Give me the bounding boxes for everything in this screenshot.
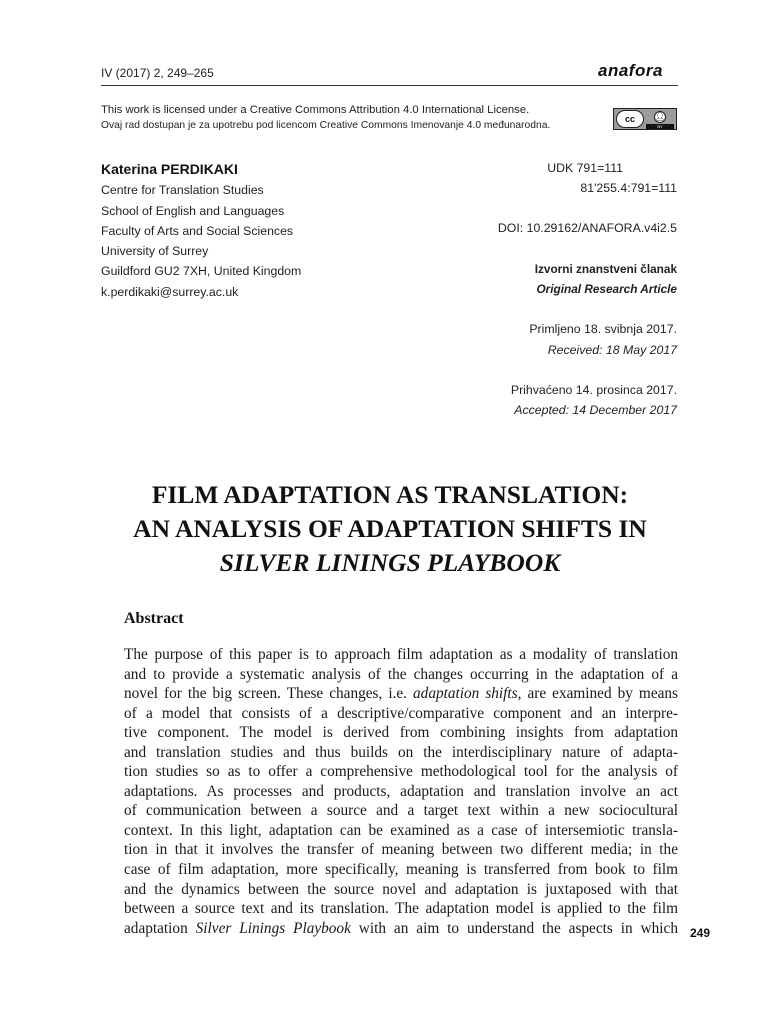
abstract-text: case of film adaptation, more specifically, meaning is transferred from book to film (124, 861, 678, 879)
abstract-text: and translation studies and thus builds on the interdisciplinary nature of adapta- (124, 743, 678, 761)
page-number: 249 (690, 926, 711, 940)
abstract-text: The purpose of this paper is to approach film adaptation as a modality of translation (124, 646, 678, 663)
person-icon: 👤︎ (655, 112, 666, 121)
abstract-text: and the dynamics between the source novel and adaptation is juxtaposed with that (124, 880, 678, 898)
abstract-line (124, 645, 678, 665)
title-line: AN ANALYSIS OF ADAPTATION SHIFTS IN (133, 514, 647, 543)
udk-code-2: 81'255.4:791=111 (580, 181, 677, 195)
abstract-text: novel for the big screen. These changes, i.e. (124, 685, 414, 703)
article-title (80, 478, 700, 580)
abstract-line (124, 762, 678, 782)
abstract-line (124, 860, 678, 880)
abstract-line (124, 704, 678, 724)
abstract-emphasis: adaptation shifts (413, 685, 518, 703)
abstract-heading: Abstract (124, 610, 184, 627)
affiliation-school: School of English and Languages (101, 204, 285, 218)
title-line: FILM ADAPTATION AS TRANSLATION: (151, 480, 629, 509)
abstract-text: adaptation (124, 919, 196, 937)
article-type-croatian: Izvorni znanstveni članak (534, 262, 677, 276)
cc-icon: cc (616, 110, 644, 128)
license-text-croatian: Ovaj rad dostupan je za upotrebu pod licencom Creative Commons Imenovanje 4.0 međunarodna. (101, 120, 551, 131)
abstract-text: tion in that it involves the transfer of meaning between two different media; in the (124, 841, 678, 859)
author-email[interactable]: k.perdikaki@surrey.ac.uk (101, 285, 239, 299)
abstract-text: and to provide a systematic analysis of the changes occurring in the adaptation of a (124, 665, 678, 683)
affiliation-address: Guildford GU2 7XH, United Kingdom (101, 264, 302, 278)
cc-license-badge[interactable] (613, 108, 677, 130)
abstract-text: between a source text and its translation. The adaptation model is applied to the film (124, 900, 678, 918)
abstract-text: with an aim to understand the aspects in which (350, 919, 678, 937)
received-date-croatian: Primljeno 18. svibnja 2017. (529, 322, 677, 336)
article-type-english: Original Research Article (536, 282, 677, 296)
accepted-date-croatian: Prihvaćeno 14. prosinca 2017. (510, 383, 677, 397)
abstract-line (124, 684, 678, 704)
volume-issue-header: IV (2017) 2, 249–265 (101, 66, 214, 80)
accepted-date-english: Accepted: 14 December 2017 (514, 403, 677, 417)
abstract-line (124, 801, 678, 821)
abstract-line (124, 743, 678, 763)
abstract-line (124, 880, 678, 900)
abstract-text: adaptations. As processes and products, adaptation and translation involve an act (124, 782, 678, 800)
header-divider (101, 85, 678, 86)
udk-code-1: UDK 791=111 (547, 161, 623, 175)
abstract-text: tion studies so as to offer a comprehensive methodological tool for the analysis of (124, 763, 678, 781)
abstract-text: of a model that consists of a descriptive/comparative component and an interpre- (124, 704, 678, 722)
affiliation-university: University of Surrey (101, 244, 209, 258)
author-name: Katerina PERDIKAKI (101, 161, 238, 177)
abstract-line (124, 821, 678, 841)
abstract-line (124, 665, 678, 685)
abstract-text: of communication between a source and a target text within a new sociocultural (124, 802, 678, 820)
abstract-text: context. In this light, adaptation can be examined as a case of intersemiotic transla- (124, 821, 678, 839)
abstract-line (124, 919, 678, 939)
abstract-text: , are examined by means (517, 685, 678, 703)
license-text-english: This work is licensed under a Creative Commons Attribution 4.0 International License. (101, 104, 530, 116)
abstract-text: tive component. The model is derived from combining insights from adaptation (124, 724, 678, 742)
abstract-body (124, 645, 678, 938)
affiliation-centre: Centre for Translation Studies (101, 183, 264, 197)
journal-logo: anafora (598, 61, 663, 80)
title-line-film-name: SILVER LININGS PLAYBOOK (219, 548, 561, 577)
abstract-line (124, 723, 678, 743)
abstract-emphasis: Silver Linings Playbook (195, 919, 351, 937)
doi[interactable]: DOI: 10.29162/ANAFORA.v4i2.5 (497, 221, 677, 235)
abstract-line (124, 840, 678, 860)
received-date-english: Received: 18 May 2017 (547, 343, 677, 357)
affiliation-faculty: Faculty of Arts and Social Sciences (101, 224, 294, 238)
abstract-line (124, 899, 678, 919)
abstract-line (124, 782, 678, 802)
by-label: BY (646, 124, 674, 129)
